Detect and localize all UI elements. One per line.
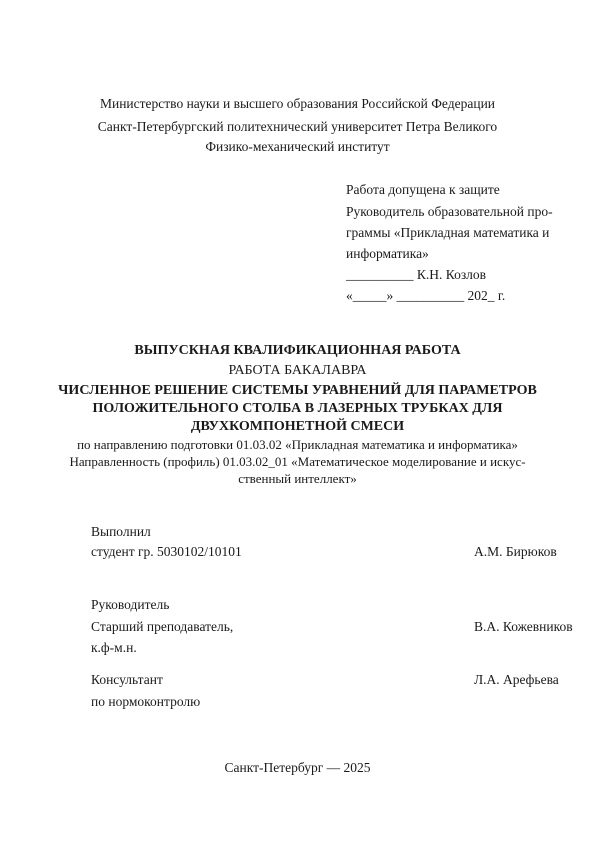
approval-date-line: «_____» __________ 202_ г. (346, 288, 506, 303)
consultant-label: Консультант (91, 672, 163, 687)
approval-signature-line: __________ К.Н. Козлов (346, 267, 487, 282)
student-name: А.М. Бирюков (474, 544, 557, 559)
supervisor-label: Руководитель (91, 597, 170, 612)
approval-line: информатика» (346, 246, 429, 261)
direction-line: по направлению подготовки 01.03.02 «Прикладная математика и информатика» (77, 437, 518, 452)
consultant-name: Л.А. Арефьева (474, 672, 559, 687)
approval-line: Руководитель образовательной про- (346, 204, 553, 219)
work-type: ВЫПУСКНАЯ КВАЛИФИКАЦИОННАЯ РАБОТА (134, 343, 461, 358)
topic-line: ПОЛОЖИТЕЛЬНОГО СТОЛБА В ЛАЗЕРНЫХ ТРУБКАХ ДЛЯ (92, 401, 503, 416)
consultant-role: по нормоконтролю (91, 694, 201, 709)
topic-line: ЧИСЛЕННОЕ РЕШЕНИЕ СИСТЕМЫ УРАВНЕНИЙ ДЛЯ ПАРАМЕТРОВ (58, 383, 537, 398)
topic-line: ДВУХКОМПОНЕТНОЙ СМЕСИ (190, 419, 405, 434)
supervisor-degree: к.ф-м.н. (91, 640, 137, 655)
supervisor-position: Старший преподаватель, (91, 619, 234, 634)
profile-line: Направленность (профиль) 01.03.02_01 «Математическое моделирование и искус- (69, 454, 526, 469)
approval-line: граммы «Прикладная математика и (346, 225, 550, 240)
institute-line: Физико-механический институт (205, 139, 390, 154)
profile-line: ственный интеллект» (238, 471, 357, 486)
supervisor-name: В.А. Кожевников (474, 619, 573, 634)
student-label: студент гр. 5030102/10101 (91, 544, 242, 559)
performed-label: Выполнил (91, 524, 151, 539)
ministry-line: Министерство науки и высшего образования Российской Федерации (99, 96, 496, 111)
approval-line: Работа допущена к защите (346, 182, 500, 197)
university-line: Санкт-Петербургский политехнический университет Петра Великого (97, 119, 498, 134)
work-subtype: РАБОТА БАКАЛАВРА (228, 363, 367, 378)
city-year: Санкт-Петербург — 2025 (224, 760, 371, 775)
